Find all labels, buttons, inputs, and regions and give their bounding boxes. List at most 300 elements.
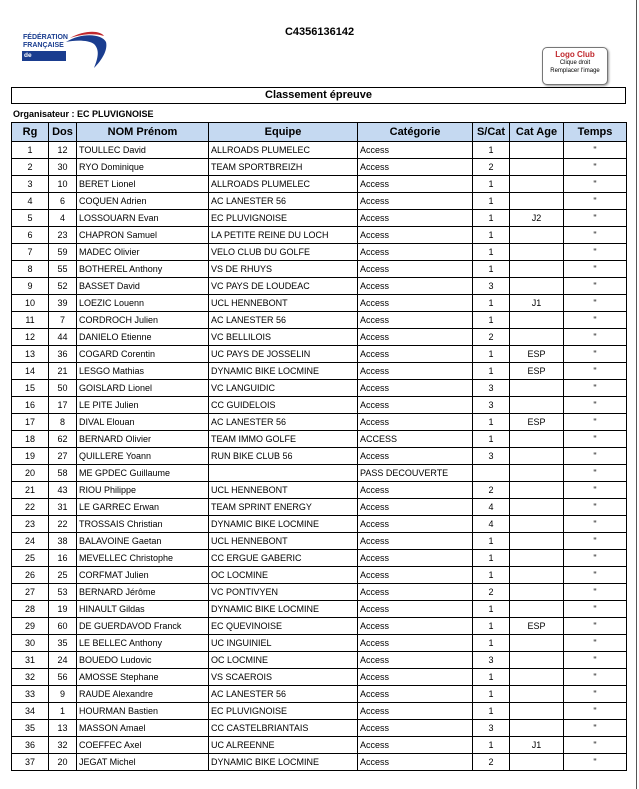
cell-name: LE BELLEC Anthony (77, 635, 209, 652)
cell-time: " (564, 754, 627, 771)
cell-name: CHAPRON Samuel (77, 227, 209, 244)
cell-bib: 24 (49, 652, 77, 669)
cell-time: " (564, 312, 627, 329)
cell-subcategory: 1 (473, 550, 510, 567)
cell-rank: 4 (12, 193, 49, 210)
cell-category: Access (358, 686, 473, 703)
cell-time: " (564, 703, 627, 720)
cell-category: Access (358, 652, 473, 669)
cell-subcategory: 1 (473, 737, 510, 754)
cell-name: MADEC Olivier (77, 244, 209, 261)
cell-time: " (564, 244, 627, 261)
cell-rank: 1 (12, 142, 49, 159)
cell-name: DE GUERDAVOD Franck (77, 618, 209, 635)
cell-subcategory: 1 (473, 414, 510, 431)
cell-name: LE GARREC Erwan (77, 499, 209, 516)
cell-category: PASS DECOUVERTE (358, 465, 473, 482)
cell-bib: 59 (49, 244, 77, 261)
cell-age-category (510, 499, 564, 516)
cell-bib: 7 (49, 312, 77, 329)
table-row (12, 312, 627, 329)
organizer-label: Organisateur : EC PLUVIGNOISE (13, 109, 154, 119)
table-row (12, 380, 627, 397)
table-row (12, 448, 627, 465)
cell-age-category (510, 703, 564, 720)
cell-age-category (510, 550, 564, 567)
cell-team: OC LOCMINE (209, 567, 358, 584)
cell-time: " (564, 278, 627, 295)
cell-category: Access (358, 601, 473, 618)
cell-subcategory: 1 (473, 533, 510, 550)
cell-team: ALLROADS PLUMELEC (209, 176, 358, 193)
cell-category: Access (358, 448, 473, 465)
cell-team: UC ALREENNE (209, 737, 358, 754)
club-logo-placeholder[interactable] (542, 47, 608, 85)
cell-age-category (510, 431, 564, 448)
cell-category: Access (358, 635, 473, 652)
cell-subcategory: 1 (473, 431, 510, 448)
cell-time: " (564, 465, 627, 482)
cell-bib: 13 (49, 720, 77, 737)
cell-time: " (564, 482, 627, 499)
table-row (12, 703, 627, 720)
cell-age-category (510, 754, 564, 771)
cell-rank: 35 (12, 720, 49, 737)
cell-age-category (510, 720, 564, 737)
cell-name: MASSON Amael (77, 720, 209, 737)
cell-category: Access (358, 295, 473, 312)
cell-rank: 14 (12, 363, 49, 380)
cell-bib: 50 (49, 380, 77, 397)
cell-rank: 27 (12, 584, 49, 601)
cell-rank: 6 (12, 227, 49, 244)
table-row (12, 618, 627, 635)
cell-age-category (510, 193, 564, 210)
cell-category: Access (358, 329, 473, 346)
ffc-logo-line3: de CYCLISME (22, 51, 66, 61)
cell-team: EC PLUVIGNOISE (209, 210, 358, 227)
club-logo-title: Logo Club (555, 50, 595, 59)
cell-team: TEAM IMMO GOLFE (209, 431, 358, 448)
cell-team: UCL HENNEBONT (209, 482, 358, 499)
table-row (12, 584, 627, 601)
table-row (12, 346, 627, 363)
cell-subcategory: 1 (473, 703, 510, 720)
table-row (12, 482, 627, 499)
table-row (12, 499, 627, 516)
cell-category: Access (358, 193, 473, 210)
cell-age-category (510, 601, 564, 618)
cell-time: " (564, 448, 627, 465)
cell-bib: 52 (49, 278, 77, 295)
cell-time: " (564, 720, 627, 737)
document-code: C4356136142 (284, 26, 355, 38)
cell-age-category: J2 (510, 210, 564, 227)
cell-age-category (510, 516, 564, 533)
cell-name: LOEZIC Louenn (77, 295, 209, 312)
table-row (12, 329, 627, 346)
cell-subcategory: 2 (473, 329, 510, 346)
cell-bib: 55 (49, 261, 77, 278)
cell-bib: 27 (49, 448, 77, 465)
page-edge-line (636, 0, 637, 789)
cell-bib: 19 (49, 601, 77, 618)
cell-age-category (510, 652, 564, 669)
cell-bib: 56 (49, 669, 77, 686)
table-row (12, 244, 627, 261)
cell-team: CC ERGUE GABERIC (209, 550, 358, 567)
cell-time: " (564, 159, 627, 176)
cell-team: VS SCAEROIS (209, 669, 358, 686)
table-row (12, 737, 627, 754)
cell-time: " (564, 584, 627, 601)
cell-category: Access (358, 397, 473, 414)
cell-category: Access (358, 210, 473, 227)
cell-rank: 7 (12, 244, 49, 261)
cell-team (209, 465, 358, 482)
cell-bib: 60 (49, 618, 77, 635)
table-row (12, 567, 627, 584)
table-row (12, 176, 627, 193)
cell-category: Access (358, 482, 473, 499)
cell-category: Access (358, 142, 473, 159)
cell-category: Access (358, 669, 473, 686)
cell-rank: 16 (12, 397, 49, 414)
cell-bib: 30 (49, 159, 77, 176)
cell-subcategory: 1 (473, 227, 510, 244)
cell-category: Access (358, 737, 473, 754)
cell-time: " (564, 261, 627, 278)
table-row (12, 550, 627, 567)
cell-time: " (564, 567, 627, 584)
cell-time: " (564, 193, 627, 210)
cell-category: Access (358, 567, 473, 584)
cell-rank: 19 (12, 448, 49, 465)
cell-category: Access (358, 159, 473, 176)
cell-team: EC PLUVIGNOISE (209, 703, 358, 720)
cell-name: AMOSSE Stephane (77, 669, 209, 686)
cell-age-category (510, 397, 564, 414)
cell-name: TROSSAIS Christian (77, 516, 209, 533)
table-row (12, 465, 627, 482)
cell-team: VELO CLUB DU GOLFE (209, 244, 358, 261)
cell-bib: 9 (49, 686, 77, 703)
cell-time: " (564, 499, 627, 516)
cell-age-category (510, 176, 564, 193)
cell-rank: 18 (12, 431, 49, 448)
cell-team: CC CASTELBRIANTAIS (209, 720, 358, 737)
cell-age-category (510, 584, 564, 601)
cell-category: Access (358, 499, 473, 516)
cell-subcategory: 2 (473, 159, 510, 176)
cell-subcategory: 3 (473, 652, 510, 669)
cell-time: " (564, 652, 627, 669)
table-row (12, 159, 627, 176)
cell-name: BOTHEREL Anthony (77, 261, 209, 278)
cell-team: VC PONTIVYEN (209, 584, 358, 601)
cell-subcategory: 1 (473, 363, 510, 380)
cell-rank: 2 (12, 159, 49, 176)
cell-subcategory: 1 (473, 601, 510, 618)
cell-name: QUILLERE Yoann (77, 448, 209, 465)
cell-category: Access (358, 312, 473, 329)
cell-category: Access (358, 244, 473, 261)
results-table (11, 122, 627, 771)
cell-name: CORDROCH Julien (77, 312, 209, 329)
cell-bib: 6 (49, 193, 77, 210)
table-row (12, 754, 627, 771)
cell-team: DYNAMIC BIKE LOCMINE (209, 601, 358, 618)
cell-bib: 1 (49, 703, 77, 720)
cell-bib: 20 (49, 754, 77, 771)
cell-team: DYNAMIC BIKE LOCMINE (209, 363, 358, 380)
cell-name: BALAVOINE Gaetan (77, 533, 209, 550)
cell-name: RYO Dominique (77, 159, 209, 176)
cell-rank: 30 (12, 635, 49, 652)
cell-subcategory: 3 (473, 720, 510, 737)
table-row (12, 720, 627, 737)
cell-team: UCL HENNEBONT (209, 295, 358, 312)
table-header-row (12, 123, 627, 142)
cell-rank: 32 (12, 669, 49, 686)
cell-subcategory: 3 (473, 278, 510, 295)
cell-time: " (564, 329, 627, 346)
cell-age-category (510, 669, 564, 686)
cell-bib: 17 (49, 397, 77, 414)
table-row (12, 295, 627, 312)
cell-category: Access (358, 227, 473, 244)
cell-age-category: ESP (510, 363, 564, 380)
club-logo-hint1: Clique droit (559, 60, 591, 66)
table-row (12, 193, 627, 210)
cell-name: BOUEDO Ludovic (77, 652, 209, 669)
cell-rank: 8 (12, 261, 49, 278)
cell-team: RUN BIKE CLUB 56 (209, 448, 358, 465)
cell-rank: 28 (12, 601, 49, 618)
cell-category: Access (358, 516, 473, 533)
cell-subcategory: 1 (473, 635, 510, 652)
cell-name: BERNARD Olivier (77, 431, 209, 448)
ffc-logo-line1: FÉDÉRATION (23, 34, 68, 41)
cell-bib: 21 (49, 363, 77, 380)
cell-subcategory: 1 (473, 142, 510, 159)
cell-category: Access (358, 550, 473, 567)
cell-bib: 36 (49, 346, 77, 363)
cell-name: HINAULT Gildas (77, 601, 209, 618)
col-header-category: Catégorie (358, 123, 473, 142)
cell-category: Access (358, 261, 473, 278)
cell-subcategory: 2 (473, 482, 510, 499)
cell-age-category (510, 329, 564, 346)
table-row (12, 601, 627, 618)
cell-name: MEVELLEC Christophe (77, 550, 209, 567)
cell-subcategory: 1 (473, 261, 510, 278)
cell-category: Access (358, 703, 473, 720)
cell-bib: 32 (49, 737, 77, 754)
cell-name: COEFFEC Axel (77, 737, 209, 754)
cell-category: Access (358, 584, 473, 601)
cell-age-category (510, 533, 564, 550)
cell-subcategory: 3 (473, 380, 510, 397)
cell-subcategory: 2 (473, 754, 510, 771)
table-row (12, 278, 627, 295)
cell-team: AC LANESTER 56 (209, 686, 358, 703)
cell-team: AC LANESTER 56 (209, 414, 358, 431)
cell-rank: 29 (12, 618, 49, 635)
cell-bib: 62 (49, 431, 77, 448)
cell-name: LESGO Mathias (77, 363, 209, 380)
cell-category: Access (358, 176, 473, 193)
cell-name: LOSSOUARN Evan (77, 210, 209, 227)
cell-rank: 33 (12, 686, 49, 703)
cell-name: DIVAL Elouan (77, 414, 209, 431)
cell-rank: 17 (12, 414, 49, 431)
cell-age-category: J1 (510, 295, 564, 312)
cell-time: " (564, 397, 627, 414)
col-header-age-category: Cat Age (510, 123, 564, 142)
table-row (12, 261, 627, 278)
club-logo-hint2: Remplacer l'image (550, 68, 600, 74)
cell-team: VS DE RHUYS (209, 261, 358, 278)
cell-name: GOISLARD Lionel (77, 380, 209, 397)
cell-age-category (510, 261, 564, 278)
cell-rank: 9 (12, 278, 49, 295)
cell-subcategory: 1 (473, 176, 510, 193)
cell-subcategory: 1 (473, 346, 510, 363)
col-header-team: Equipe (209, 123, 358, 142)
cell-name: ME GPDEC Guillaume (77, 465, 209, 482)
cell-team: UC PAYS DE JOSSELIN (209, 346, 358, 363)
results-table-body (12, 142, 627, 771)
cell-time: " (564, 176, 627, 193)
cell-time: " (564, 380, 627, 397)
cell-subcategory: 1 (473, 312, 510, 329)
cell-category: ACCESS (358, 431, 473, 448)
cell-age-category (510, 142, 564, 159)
cell-name: TOULLEC David (77, 142, 209, 159)
cell-age-category (510, 465, 564, 482)
cell-age-category: J1 (510, 737, 564, 754)
cell-age-category (510, 567, 564, 584)
cell-subcategory: 1 (473, 567, 510, 584)
cell-category: Access (358, 363, 473, 380)
cell-subcategory: 1 (473, 193, 510, 210)
cell-rank: 10 (12, 295, 49, 312)
cell-rank: 26 (12, 567, 49, 584)
cell-age-category: ESP (510, 414, 564, 431)
table-row (12, 686, 627, 703)
cell-time: " (564, 635, 627, 652)
cell-rank: 23 (12, 516, 49, 533)
cell-team: AC LANESTER 56 (209, 312, 358, 329)
cell-age-category (510, 686, 564, 703)
cell-rank: 5 (12, 210, 49, 227)
cell-name: JEGAT Michel (77, 754, 209, 771)
cell-rank: 15 (12, 380, 49, 397)
cell-bib: 23 (49, 227, 77, 244)
cell-rank: 11 (12, 312, 49, 329)
cell-bib: 12 (49, 142, 77, 159)
cell-time: " (564, 227, 627, 244)
cell-name: RIOU Philippe (77, 482, 209, 499)
cell-team: VC BELLILOIS (209, 329, 358, 346)
cell-time: " (564, 669, 627, 686)
cell-time: " (564, 686, 627, 703)
cell-age-category (510, 312, 564, 329)
cell-name: BASSET David (77, 278, 209, 295)
cell-bib: 38 (49, 533, 77, 550)
cell-age-category (510, 278, 564, 295)
ffc-logo-line2: FRANÇAISE (23, 42, 64, 49)
cell-subcategory: 1 (473, 210, 510, 227)
cell-rank: 3 (12, 176, 49, 193)
cell-bib: 39 (49, 295, 77, 312)
cell-name: DANIELO Etienne (77, 329, 209, 346)
cell-bib: 4 (49, 210, 77, 227)
cell-name: HOURMAN Bastien (77, 703, 209, 720)
table-row (12, 414, 627, 431)
cell-time: " (564, 618, 627, 635)
cell-rank: 37 (12, 754, 49, 771)
cell-category: Access (358, 720, 473, 737)
cell-time: " (564, 601, 627, 618)
cell-bib: 35 (49, 635, 77, 652)
cell-name: COQUEN Adrien (77, 193, 209, 210)
cell-team: TEAM SPORTBREIZH (209, 159, 358, 176)
cell-rank: 25 (12, 550, 49, 567)
cell-time: " (564, 210, 627, 227)
table-row (12, 652, 627, 669)
table-row (12, 635, 627, 652)
cell-subcategory: 1 (473, 244, 510, 261)
cell-subcategory (473, 465, 510, 482)
cell-name: BERET Lionel (77, 176, 209, 193)
cell-team: VC LANGUIDIC (209, 380, 358, 397)
cell-name: CORFMAT Julien (77, 567, 209, 584)
table-row (12, 210, 627, 227)
table-row (12, 363, 627, 380)
cell-age-category (510, 244, 564, 261)
cell-team: EC QUEVINOISE (209, 618, 358, 635)
cell-subcategory: 1 (473, 686, 510, 703)
cell-time: " (564, 295, 627, 312)
cell-rank: 21 (12, 482, 49, 499)
cell-age-category: ESP (510, 618, 564, 635)
cell-category: Access (358, 754, 473, 771)
cell-time: " (564, 550, 627, 567)
cell-time: " (564, 414, 627, 431)
table-row (12, 669, 627, 686)
cell-rank: 20 (12, 465, 49, 482)
cell-team: UC INGUINIEL (209, 635, 358, 652)
cell-team: VC PAYS DE LOUDEAC (209, 278, 358, 295)
cell-category: Access (358, 346, 473, 363)
cell-subcategory: 2 (473, 584, 510, 601)
cell-age-category (510, 448, 564, 465)
cell-category: Access (358, 380, 473, 397)
cell-team: TEAM SPRINT ENERGY (209, 499, 358, 516)
cell-bib: 31 (49, 499, 77, 516)
cell-time: " (564, 737, 627, 754)
cell-bib: 53 (49, 584, 77, 601)
cell-bib: 58 (49, 465, 77, 482)
cell-bib: 44 (49, 329, 77, 346)
table-row (12, 142, 627, 159)
cell-team: UCL HENNEBONT (209, 533, 358, 550)
cell-age-category (510, 482, 564, 499)
cell-time: " (564, 516, 627, 533)
table-row (12, 431, 627, 448)
